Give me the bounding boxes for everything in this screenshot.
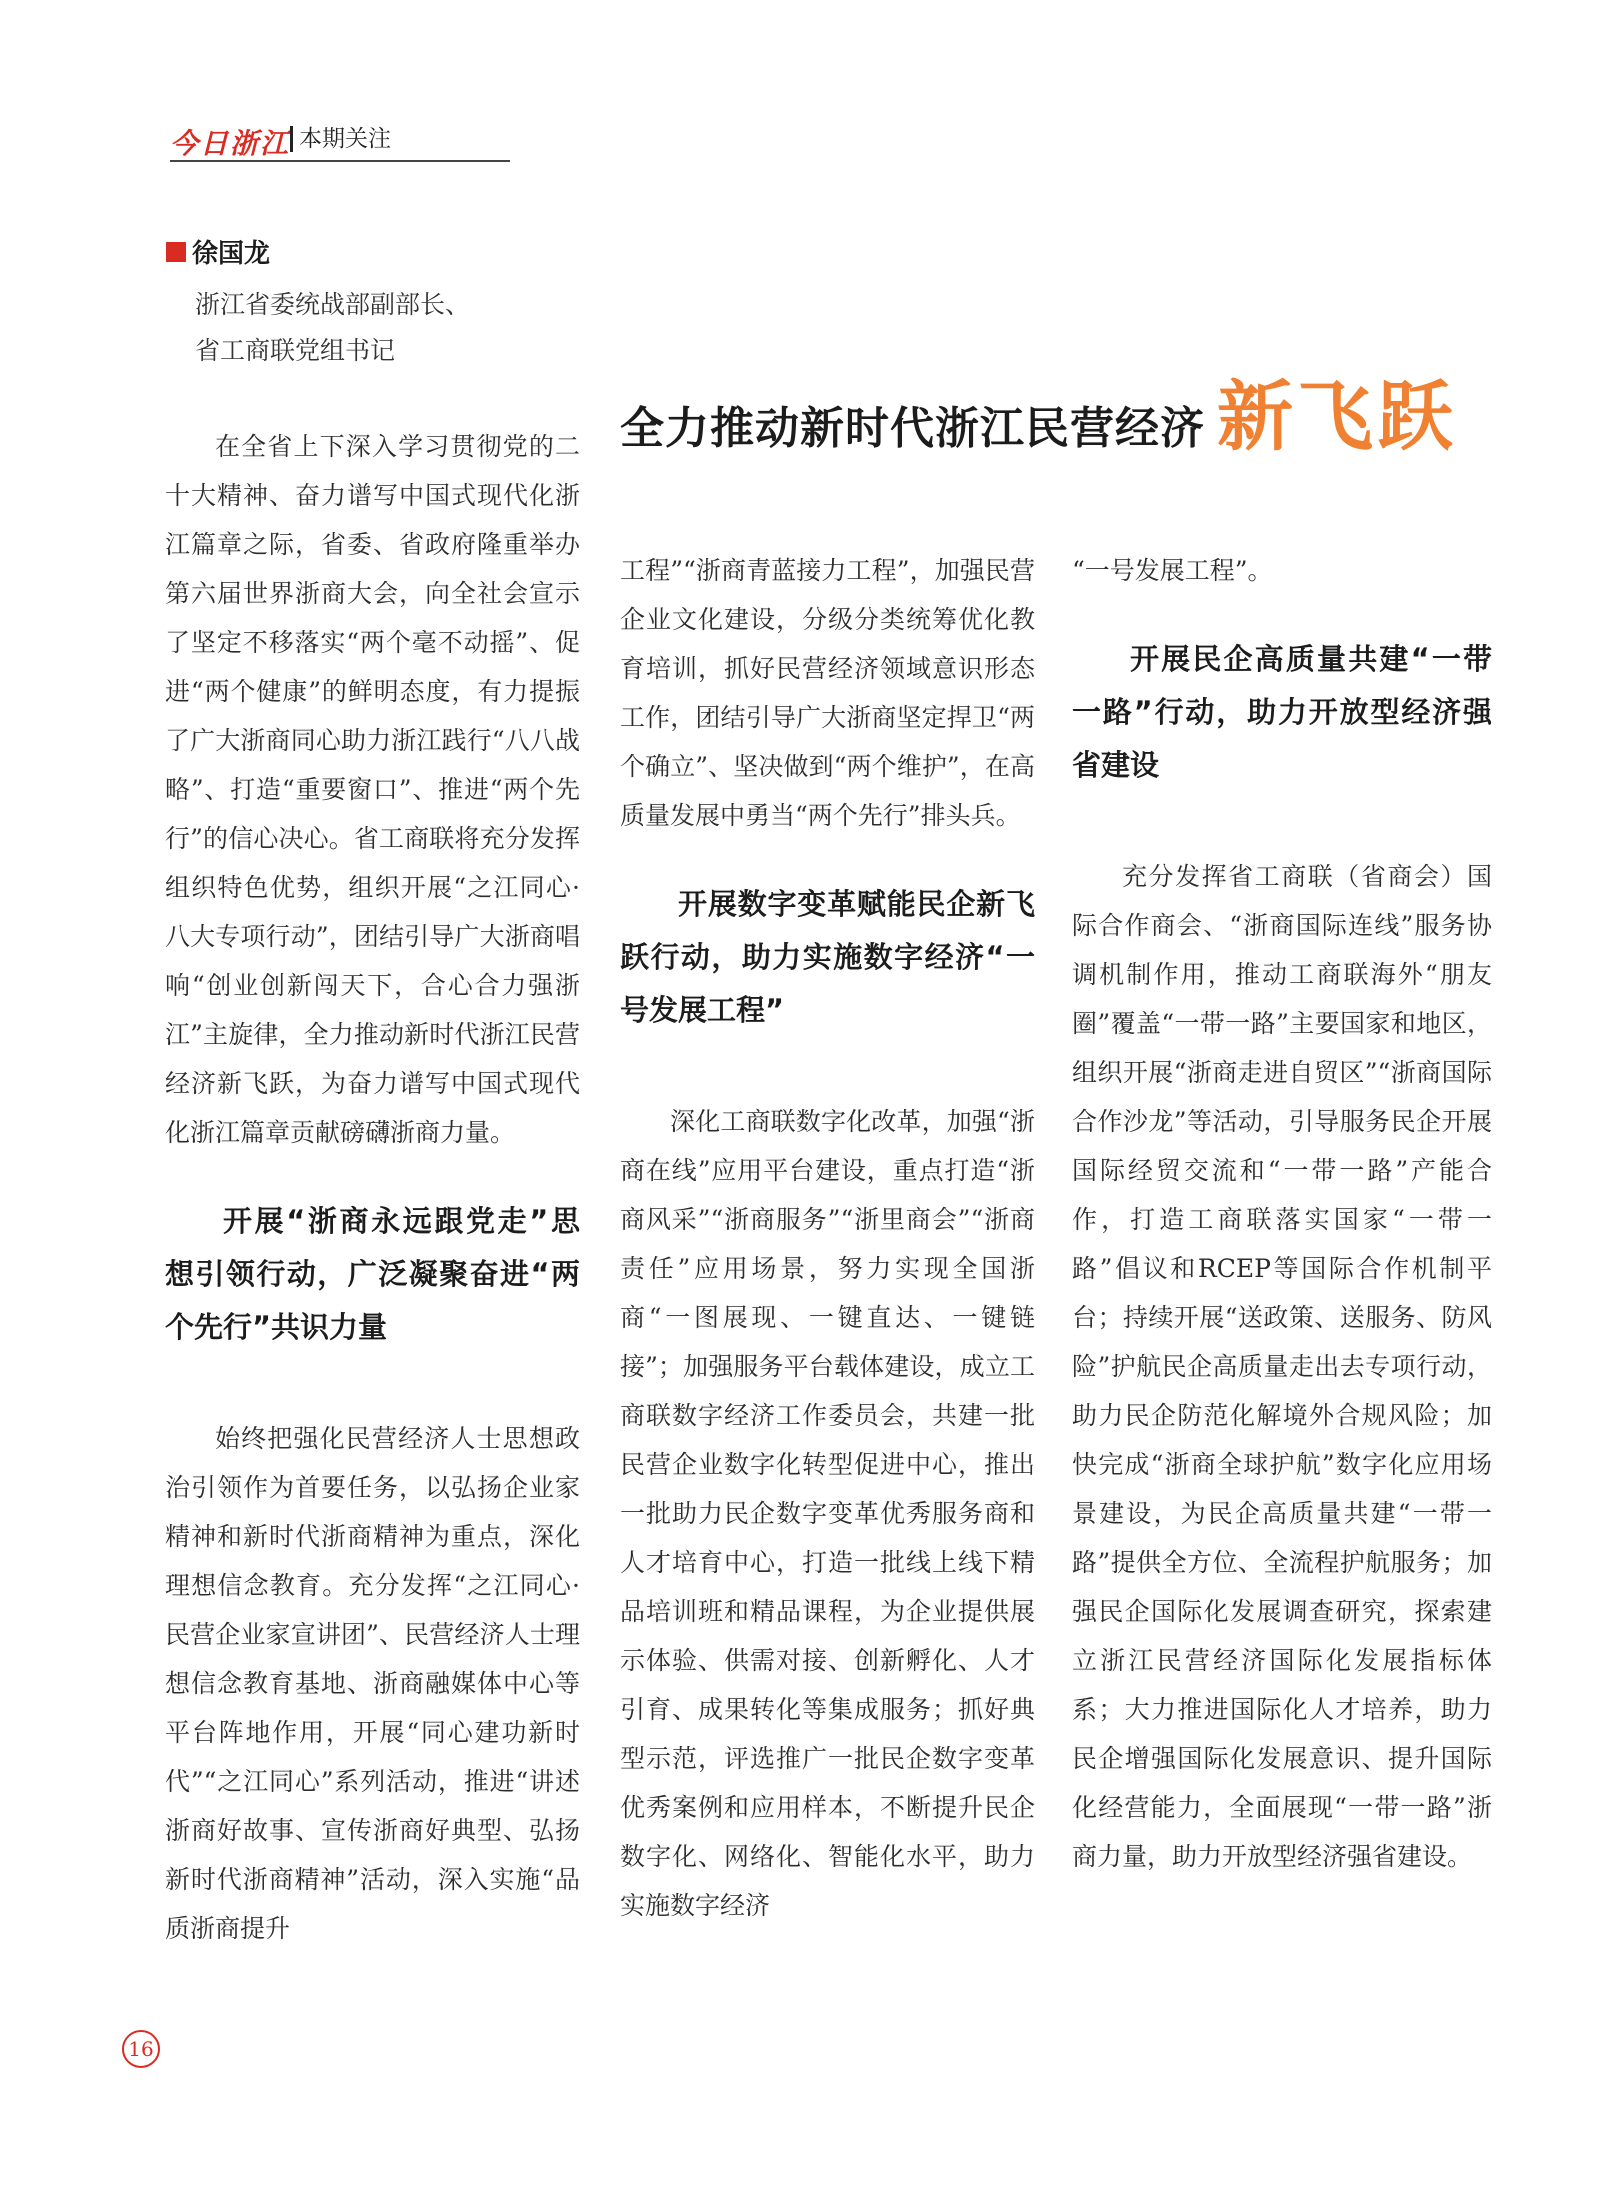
article-title [620, 356, 1457, 465]
paragraph: “一号发展工程”。 [1072, 556, 1273, 585]
title-accent: 新飞跃 [1217, 372, 1457, 461]
paragraph: 深化工商联数字化改革，加强“浙商在线”应用平台建设，重点打造“浙商风采”“浙商服务”“浙里商会”“浙商责任”应用场景，努力实现全国浙商“一图展现、一键直达、一键链接”；加强服务平台载体建设，成立工商联数字经济工作委员会，共建一批民营企业数字化转型促进中心，推出一批助力民企数字变革优秀服务商和人才培育中心，打造一批线上线下精品培训班和精品课程，为企业提供展示体验、供需对接、创新孵化、人才引育、成果转化等集成服务；抓好典型示范，评选推广一批民企数字变革优秀案例和应用样本，不断提升民企数字化、网络化、智能化水平，助力实施数字经济 [620, 1107, 1035, 1920]
author-title-line2: 省工商联党组书记 [195, 336, 396, 365]
column-2 [620, 546, 1035, 1930]
column-1 [165, 422, 580, 1953]
paragraph: 工程”“浙商青蓝接力工程”，加强民营企业文化建设，分级分类统筹优化教育培训，抓好民营经济领域意识形态工作，团结引导广大浙商坚定捍卫“两个确立”、坚决做到“两个维护”，在高质量发展中勇当“两个先行”排头兵。 [620, 556, 1035, 830]
paragraph: 充分发挥省工商联（省商会）国际合作商会、“浙商国际连线”服务协调机制作用，推动工商联海外“朋友圈”覆盖“一带一路”主要国家和地区，组织开展“浙商走进自贸区”“浙商国际合作沙龙”等活动，引导服务民企开展国际经贸交流和“一带一路”产能合作，打造工商联落实国家“一带一路”倡议和RCEP等国际合作机制平台；持续开展“送政策、送服务、防风险”护航民企高质量走出去专项行动，助力民企防范化解境外合规风险；加快完成“浙商全球护航”数字化应用场景建设，为民企高质量共建“一带一路”提供全方位、全流程护航服务；加强民企国际化发展调查研究，探索建立浙江民营经济国际化发展指标体系；大力推进国际化人才培养，助力民企增强国际化发展意识、提升国际化经营能力，全面展现“一带一路”浙商力量，助力开放型经济强省建设。 [1072, 862, 1492, 1871]
paragraph: 在全省上下深入学习贯彻党的二十大精神、奋力谱写中国式现代化浙江篇章之际，省委、省政府隆重举办第六届世界浙商大会，向全社会宣示了坚定不移落实“两个毫不动摇”、促进“两个健康”的鲜明态度，有力提振了广大浙商同心助力浙江践行“八八战略”、打造“重要窗口”、推进“两个先行”的信心决心。省工商联将充分发挥组织特色优势，组织开展“之江同心·八大专项行动”，团结引导广大浙商唱响“创业创新闯天下，合心合力强浙江”主旋律，全力推动新时代浙江民营经济新飞跃，为奋力谱写中国式现代化浙江篇章贡献磅礴浙商力量。 [165, 432, 580, 1147]
section-label: 本期关注 [290, 126, 391, 152]
author-name: 徐国龙 [192, 239, 271, 269]
brand-logo: 今日浙江 [170, 127, 291, 160]
title-main: 全力推动新时代浙江民营经济 [620, 403, 1205, 454]
author-title [195, 282, 470, 374]
red-square-icon [166, 242, 186, 262]
section-heading: 开展数字变革赋能民企新飞跃行动，助力实施数字经济“一号发展工程” [620, 887, 1035, 1027]
paragraph: 始终把强化民营经济人士思想政治引领作为首要任务，以弘扬企业家精神和新时代浙商精神为重点，深化理想信念教育。充分发挥“之江同心·民营企业家宣讲团”、民营经济人士理想信念教育基地、浙商融媒体中心等平台阵地作用，开展“同心建功新时代”“之江同心”系列活动，推进“讲述浙商好故事、宣传浙商好典型、弘扬新时代浙商精神”活动，深入实施“品质浙商提升 [165, 1424, 580, 1943]
page-number: 16 [122, 2030, 160, 2068]
author-title-line1: 浙江省委统战部副部长、 [195, 290, 471, 319]
section-heading: 开展“浙商永远跟党走”思想引领行动，广泛凝聚奋进“两个先行”共识力量 [165, 1204, 580, 1344]
column-3 [1072, 546, 1492, 1881]
masthead [170, 120, 510, 162]
section-heading: 开展民企高质量共建“一带一路”行动，助力开放型经济强省建设 [1072, 642, 1492, 782]
